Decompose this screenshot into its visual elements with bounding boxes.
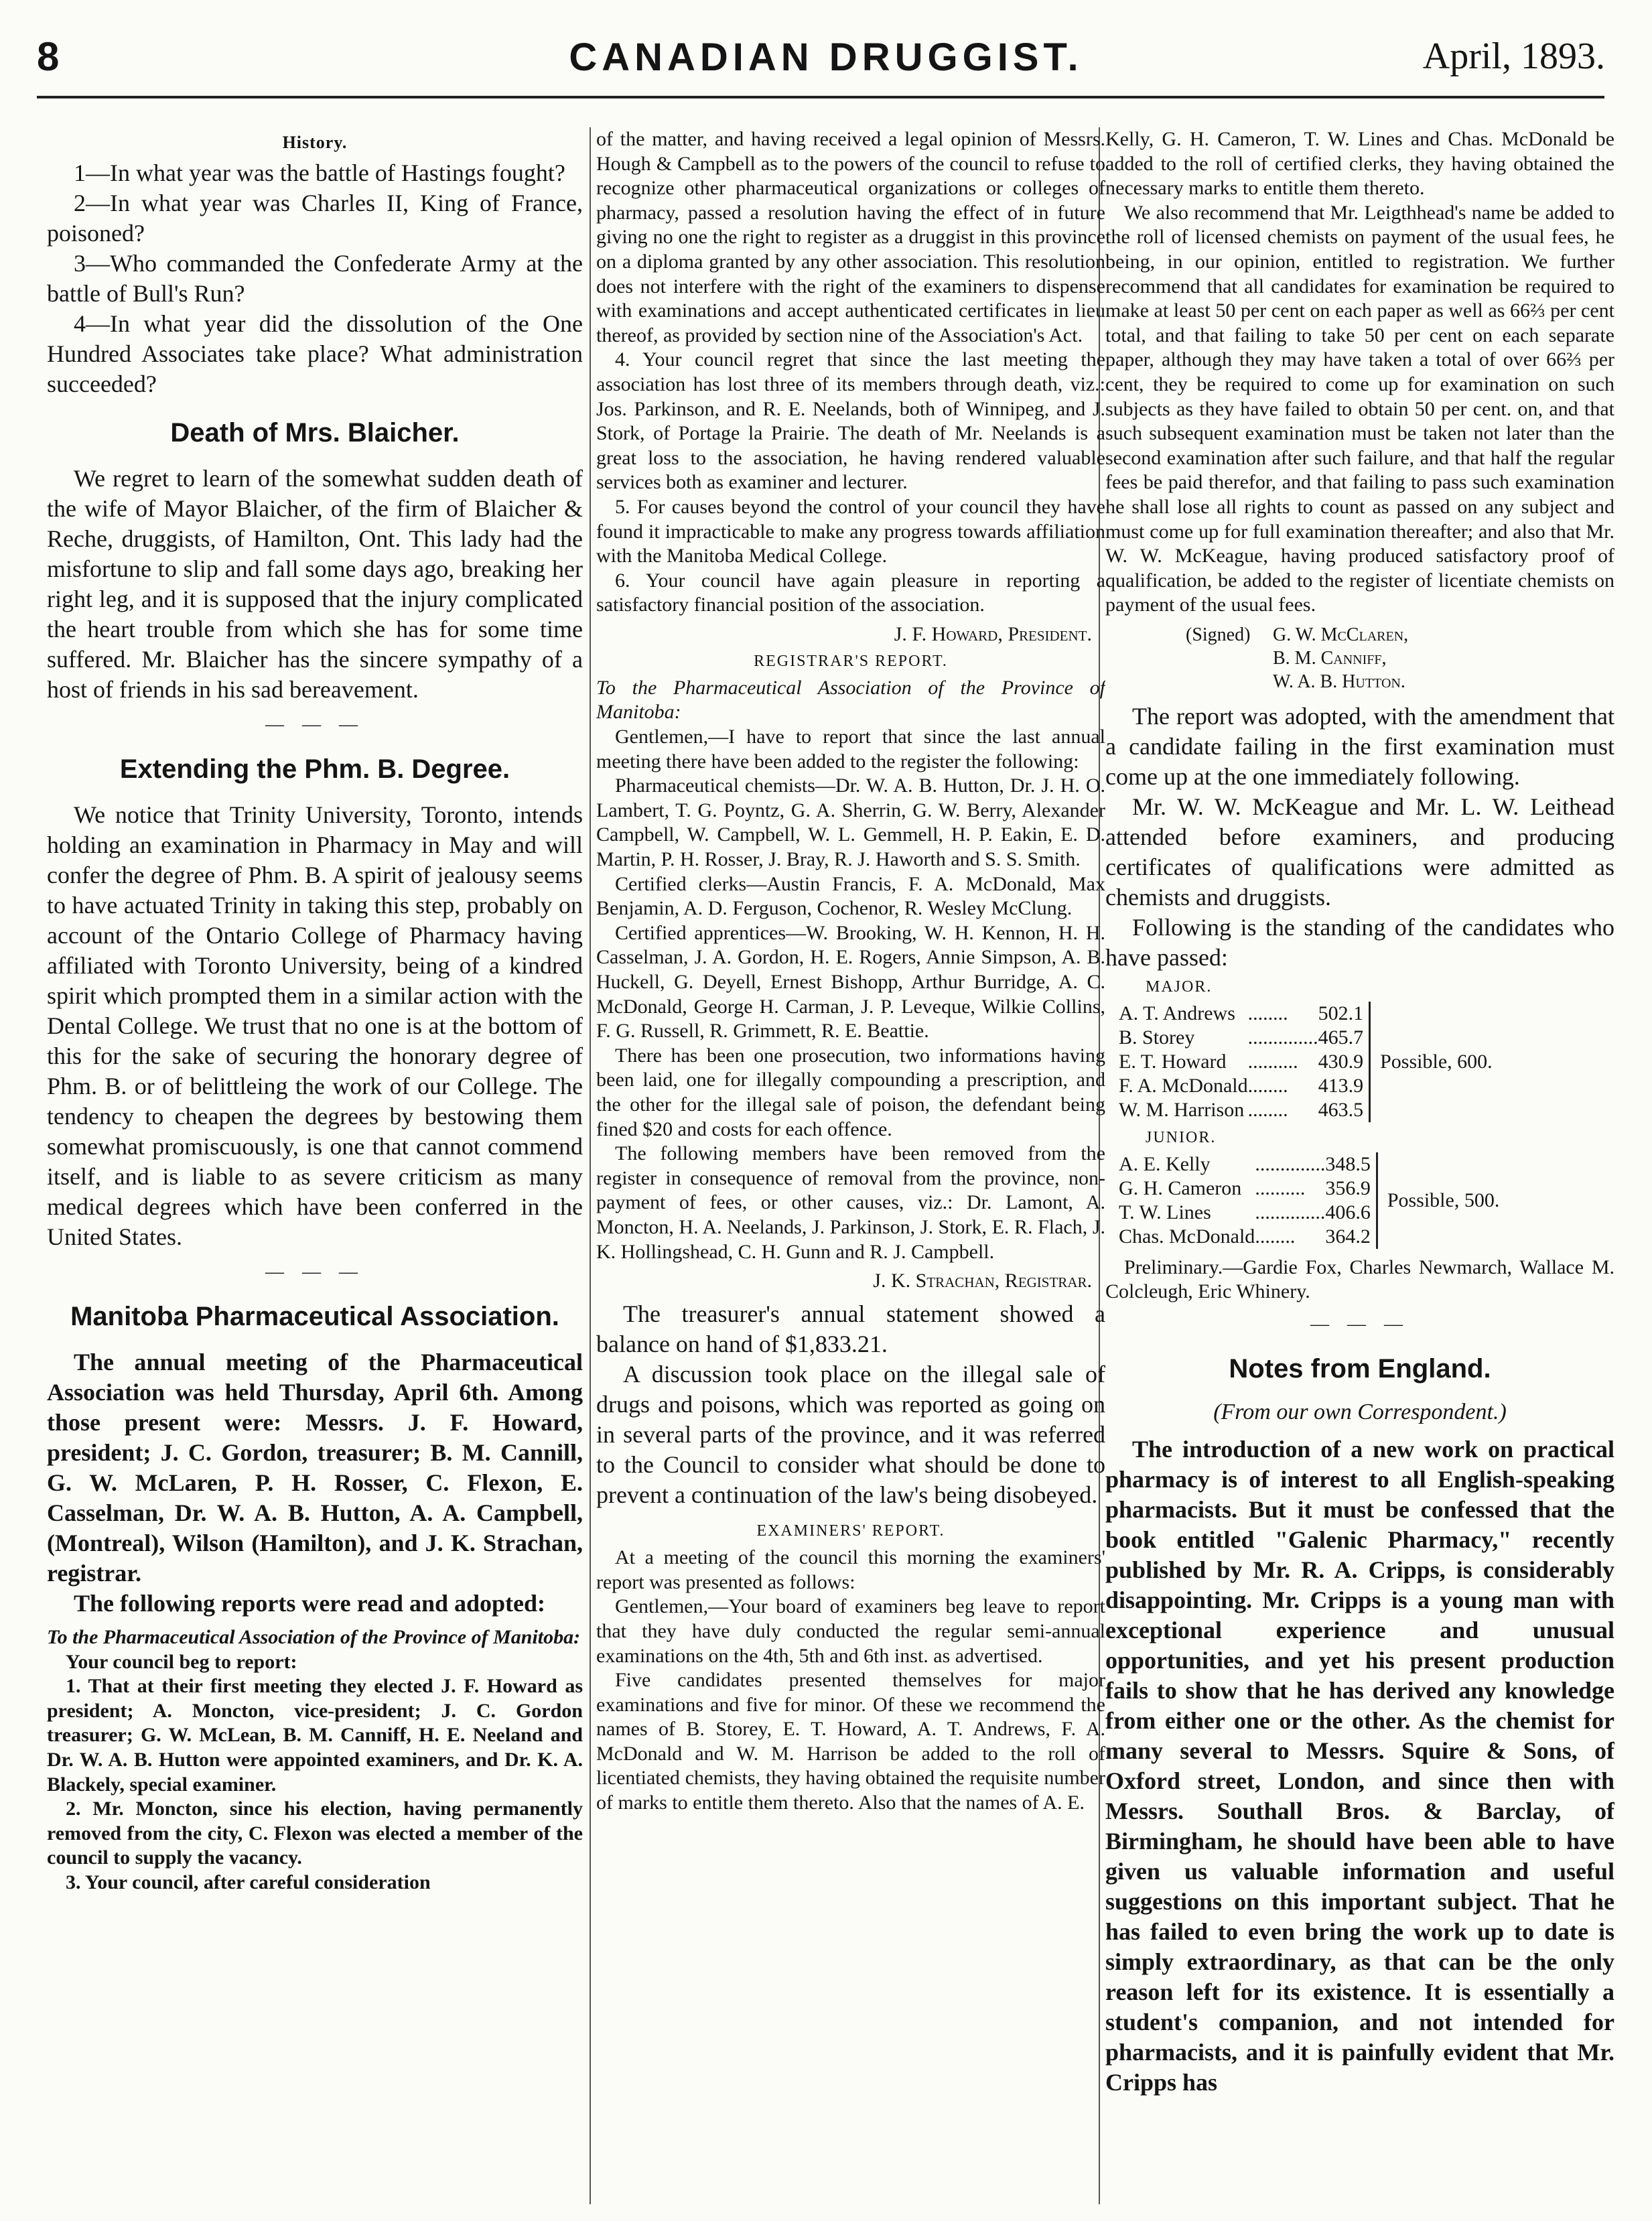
junior-possible: Possible, 500. (1387, 1189, 1500, 1211)
degree-article: We notice that Trinity University, Toronto, intends holding an examination in Pharmacy in May and will confer the degree of Phm. B. A spirit of jealousy seems to have actuated Trinity in taking this step, probably on account of the Ontario College of Pharmacy having affiliated with Toronto University, being of a kindred spirit which prompted them in a similar action with the Dental College. We trust that no one is at the bottom of this for the sake of securing the honorary degree of Phm. B. or of belittleing the work of our College. The tendency to cheapen the degrees by bestowing them somewhat promiscuously, is one that cannot commend itself, and is liable to as severe criticism as many medical degrees which have been conferred in the United States. (47, 801, 583, 1250)
candidate-name: W. M. Harrison (1119, 1098, 1245, 1121)
england-article: The introduction of a new work on practical pharmacy is of interest to all English-speaking pharmacists. But it must be confessed that the book entitled "Galenic Pharmacy," recently published by Mr. R. A. Cripps, is considerably disappointing. Mr. Cripps is a young man with exceptional experience and unusual opportunities, and yet his present production fails to show that he has derived any knowledge from either one or the other. As the chemist for many several to Messrs. Squire & Sons, of Oxford street, London, and since then with Messrs. Southall Bros. & Barclay, of Birmingham, he should have been able to have given us valuable information and useful suggestions on this important subject. That he has failed to even bring the work up to date is simply extraordinary, as that can be the only reason left for its existence. It is essentially a student's companion, and not intended for pharmacists, and it is painfully evident that Mr. Cripps has (1105, 1436, 1614, 2096)
table-row: T. W. Lines .............. 406.6 (1119, 1201, 1499, 1225)
signatures-block (1105, 623, 1614, 693)
candidate-name: G. H. Cameron (1119, 1176, 1242, 1199)
candidate-score: 465.7 (1318, 1026, 1370, 1050)
candidate-score: 356.9 (1325, 1176, 1377, 1201)
correspondent-line: (From our own Correspondent.) (1213, 1400, 1507, 1425)
standing-intro: Following is the standing of the candidates who have passed: (1105, 913, 1614, 971)
table-row: E. T. Howard .......... 430.9 (1119, 1050, 1493, 1074)
major-heading: MAJOR. (1146, 978, 1213, 996)
examiners-continued: Kelly, G. H. Cameron, T. W. Lines and Chas. McDonald be added to the roll of certified clerks, they having obtained the necessary marks to entitle them thereto. (1105, 128, 1614, 200)
manitoba-heading: Manitoba Pharmaceutical Association. (70, 1302, 559, 1331)
council-address: To the Pharmaceutical Association of the Province of Manitoba: (47, 1626, 581, 1648)
manitoba-article: The annual meeting of the Pharmaceutical Association was held Thursday, April 6th. Among those present were: Messrs. J. F. Howard, president; J. C. Gordon, treasurer; B. M. Cannill, G. W. McLaren, P. H. Rosser, C. Flexon, E. Casselman, Dr. W. A. B. Hutton, A. A. Campbell, (Montreal), Wilson (Hamilton), and J. K. Strachan, registrar. (47, 1349, 583, 1587)
discussion-text: A discussion took place on the illegal sale of drugs and poisons, which was reported as going on in several parts of the province, and it was referred to the Council to consider what should be done to prevent a continuation of the law's being disobeyed. (596, 1361, 1105, 1509)
prosecution-text: There has been one prosecution, two informations having been laid, one for illegally compounding a prescription, and the other for the illegal sale of poison, the defendant being fined $20 and costs for each offence. (596, 1044, 1105, 1140)
england-heading: Notes from England. (1229, 1354, 1491, 1384)
candidate-score: 348.5 (1325, 1152, 1377, 1176)
reports-intro: The following reports were read and adopted: (74, 1590, 546, 1617)
death-heading: Death of Mrs. Blaicher. (170, 418, 460, 448)
candidate-name: T. W. Lines (1119, 1201, 1211, 1223)
table-row: B. Storey .............. 465.7 (1119, 1026, 1493, 1050)
candidate-name: Chas. McDonald (1119, 1225, 1255, 1248)
council-item: 5. For causes beyond the control of your council they have found it impracticable to make any progress towards affiliation with the Manitoba Medical College. (596, 495, 1105, 567)
registrar-heading: REGISTRAR'S REPORT. (754, 652, 948, 670)
signatory: G. W. McClaren, (1273, 624, 1409, 645)
registrar-address: To the Pharmaceutical Association of the Province of Manitoba: (596, 676, 1105, 724)
junior-heading: JUNIOR. (1146, 1128, 1217, 1146)
registrar-text: Gentlemen,—I have to report that since the last annual meeting there have been added to the register the following: (596, 726, 1105, 772)
column-3 (1105, 127, 1614, 2204)
column-1 (47, 127, 583, 2204)
column-divider (590, 127, 591, 2204)
chemists-list: Pharmaceutical chemists—Dr. W. A. B. Hutton, Dr. J. H. O. Lambert, T. G. Poyntz, G. A. Sherrin, G. W. Berry, Alexander Campbell, W. Campbell, W. L. Gemmell, H. P. Eakin, E. D. Martin, P. H. Rosser, J. Bray, R. J. Haworth and S. S. Smith. (596, 775, 1105, 871)
major-possible: Possible, 600. (1380, 1050, 1493, 1073)
history-heading: History. (282, 133, 348, 152)
table-row: F. A. McDonald ........ 413.9 (1119, 1074, 1493, 1098)
separator: — — — (265, 714, 364, 735)
junior-standings (1119, 1152, 1499, 1249)
examiners-intro: At a meeting of the council this morning the examiners' report was presented as follows: (596, 1546, 1105, 1593)
page-number: 8 (37, 34, 60, 79)
removed-text: The following members have been removed from the register in consequence of removal from the province, non-payment of fees, or other causes, viz.: Dr. Lamont, A. Moncton, H. A. Neelands, J. Parkinson, J. Stork, E. R. Flach, J. K. Hollingshead, C. H. Gunn and R. J. Campbell. (596, 1142, 1105, 1263)
council-item: 4. Your council regret that since the last meeting the association has lost three of its members through death, viz.: Jos. Parkinson, and R. E. Neelands, both of Winnipeg, and J. Stork, of Portage la Prairie. The death of Mr. Neelands is a great loss to the association, he having rendered valuable services both as examiner and lecturer. (596, 348, 1105, 494)
table-row: W. M. Harrison ........ 463.5 (1119, 1098, 1493, 1122)
council-beg: Your council beg to report: (66, 1650, 297, 1673)
treasurer-statement: The treasurer's annual statement showed a balance on hand of $1,833.21. (596, 1300, 1105, 1358)
signatory: B. M. Canniff, (1273, 647, 1387, 669)
header-rule (37, 96, 1604, 98)
separator: — — — (1310, 1314, 1409, 1335)
council-item: 3. Your council, after careful consideration (66, 1871, 431, 1893)
history-item: 2—In what year was Charles II, King of France, poisoned? (47, 190, 583, 247)
council-item: 1. That at their first meeting they elected J. F. Howard as president; A. Moncton, vice-president; J. C. Gordon treasurer; G. W. McLean, B. M. Canniff, H. E. Neeland and Dr. W. A. B. Hutton were appointed examiners, and Dr. K. A. Blackely, special examiner. (47, 1675, 583, 1796)
candidate-name: F. A. McDonald (1119, 1074, 1248, 1097)
candidate-score: 413.9 (1318, 1074, 1370, 1098)
candidate-score: 463.5 (1318, 1098, 1370, 1122)
mckeague-text: Mr. W. W. McKeague and Mr. L. W. Leithead attended before examiners, and producing certificates of qualifications were admitted as chemists and druggists. (1105, 793, 1614, 911)
candidate-score: 430.9 (1318, 1050, 1370, 1074)
degree-heading: Extending the Phm. B. Degree. (119, 754, 510, 784)
candidate-score: 406.6 (1325, 1201, 1377, 1225)
president-signature: J. F. Howard, President. (894, 622, 1092, 645)
issue-date: April, 1893. (1422, 36, 1605, 77)
signed-label: (Signed) (1186, 624, 1251, 645)
council-item: 6. Your council have again pleasure in reporting a satisfactory financial position of the association. (596, 569, 1105, 616)
history-item: 3—Who commanded the Confederate Army at the battle of Bull's Run? (47, 250, 583, 307)
signatory: W. A. B. Hutton. (1273, 671, 1405, 692)
registrar-signature: J. K. Strachan, Registrar. (873, 1270, 1092, 1292)
journal-title: CANADIAN DRUGGIST. (569, 36, 1083, 79)
death-article: We regret to learn of the somewhat sudden death of the wife of Mayor Blaicher, of the firm of Blaicher & Reche, druggists, of Hamilton, Ont. This lady had the misfortune to slip and fall some days ago, breaking her right leg, and it is supposed that the injury complicated the heart trouble from which she has for some time suffered. Mr. Blaicher has the sincere sympathy of a host of friends in his sad bereavement. (47, 465, 583, 703)
council-item: 2. Mr. Moncton, since his election, having permanently removed from the city, C. Flexon was elected a member of the council to supply the vacancy. (47, 1798, 583, 1869)
major-standings (1119, 1002, 1493, 1122)
candidate-name: E. T. Howard (1119, 1050, 1227, 1073)
table-row: A. T. Andrews ........ 502.1 Possible, 600. (1119, 1002, 1493, 1026)
examiners-heading: EXAMINERS' REPORT. (756, 1522, 945, 1540)
report-adopted: The report was adopted, with the amendment that a candidate failing in the first examination must come up at the one immediately following. (1105, 702, 1614, 790)
candidate-score: 502.1 (1318, 1002, 1370, 1026)
apprentices-list: Certified apprentices—W. Brooking, W. H. Kennon, H. H. Casselman, J. A. Gordon, H. E. Rogers, Annie Simpson, A. B. Huckell, G. Deyell, Ernest Bishopp, Arthur Burridge, A. C. McDonald, George H. Carman, J. P. Leveque, Wilkie Collins, F. G. Russell, R. Grimmett, R. E. Beattie. (596, 921, 1105, 1042)
examiners-text: Gentlemen,—Your board of examiners beg leave to report that they have duly conducted the regular semi-annual examinations on the 4th, 5th and 6th inst. as advertised. (596, 1595, 1105, 1667)
table-row: Chas. McDonald ........ 364.2 (1119, 1225, 1499, 1249)
candidates-text: Five candidates presented themselves for major examinations and five for minor. Of these we recommend the names of B. Storey, E. T. Howard, A. T. Andrews, F. A. McDonald and W. M. Harrison be added to the roll of licentiated chemists, they having obtained the requisite number of marks to entitle them thereto. Also that the names of A. E. (596, 1669, 1105, 1814)
candidate-name: B. Storey (1119, 1026, 1195, 1049)
page-header (0, 0, 1652, 107)
history-item: 1—In what year was the battle of Hastings fought? (74, 159, 565, 186)
preliminary-list: Preliminary.—Gardie Fox, Charles Newmarch, Wallace M. Colcleugh, Eric Whinery. (1105, 1256, 1614, 1303)
candidate-name: A. E. Kelly (1119, 1152, 1211, 1175)
clerks-list: Certified clerks—Austin Francis, F. A. McDonald, Max Benjamin, A. D. Ferguson, Cochenor, R. Wesley McClung. (596, 872, 1105, 920)
candidate-score: 364.2 (1325, 1225, 1377, 1249)
council-continued: of the matter, and having received a legal opinion of Messrs. Hough & Campbell as to the powers of the council to refuse to recognize other pharmaceutical organizations or colleges of pharmacy, passed a resolution having the effect of in future giving no one the right to register as a druggist in this province on a diploma granted by any other association. This resolution does not interfere with the right of the examiners to dispense with examinations and accept authenticated certificates in lieu thereof, as provided by section nine of the Association's Act. (596, 128, 1105, 346)
candidate-name: A. T. Andrews (1119, 1002, 1235, 1024)
table-row: G. H. Cameron .......... 356.9 (1119, 1176, 1499, 1201)
table-row: A. E. Kelly .............. 348.5 Possible, 500. (1119, 1152, 1499, 1176)
separator: — — — (265, 1262, 364, 1282)
column-2 (596, 127, 1105, 2204)
history-item: 4—In what year did the dissolution of the One Hundred Associates take place? What administration succeeded? (47, 310, 583, 397)
leithead-recommendation: We also recommend that Mr. Leigthhead's name be added to the roll of licensed chemists on payment of the usual fees, he being, in our opinion, entitled to registration. We further recommend that all candidates for examination be required to make at least 50 per cent on each paper as well as 66⅔ per cent total, and that failing to take 50 per cent on each separate paper, although they may have taken a total of over 66⅔ per cent, they be required to come up for examination on such subjects as they have failed to obtain 50 per cent. on, and that such subsequent examination must be taken not later than the second examination after such failure, and that half the regular fees be paid therefor, and that failing to pass such examination he shall lose all rights to count as passed on any subject and must come up for full examination thereafter; and also that Mr. W. W. McKeague, having produced satisfactory proof of qualification, be added to the register of licentiate chemists on payment of the usual fees. (1105, 201, 1614, 616)
